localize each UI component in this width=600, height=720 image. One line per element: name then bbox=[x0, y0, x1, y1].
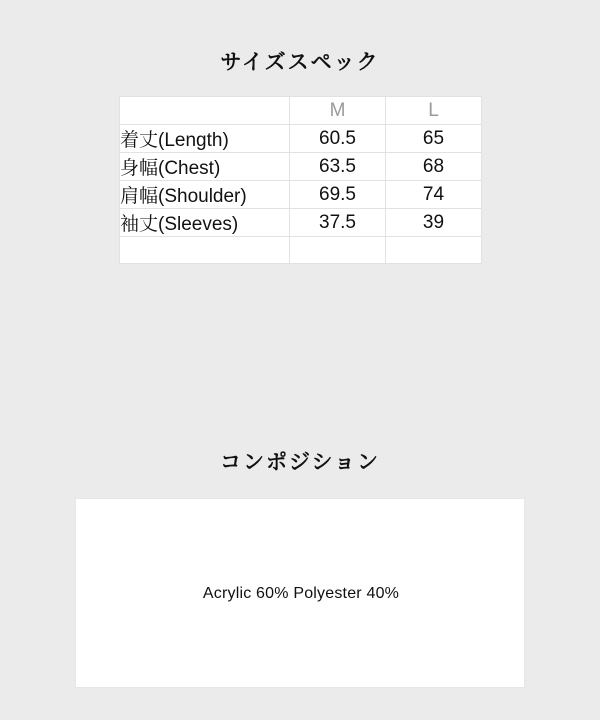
composition-title: コンポジション bbox=[219, 451, 381, 474]
cell-sleeves-m: 37.5 bbox=[290, 209, 386, 237]
table-row bbox=[120, 153, 482, 181]
cell-length-l: 65 bbox=[386, 125, 482, 153]
size-spec-table bbox=[119, 96, 482, 264]
composition-panel bbox=[75, 498, 525, 688]
table-header-row bbox=[120, 97, 482, 125]
composition-text: Acrylic 60% Polyester 40% bbox=[202, 585, 400, 602]
size-spec-table-wrapper bbox=[119, 96, 481, 264]
table-body bbox=[120, 125, 482, 264]
cell-sleeves-l: 39 bbox=[386, 209, 482, 237]
cell-length-m: 60.5 bbox=[290, 125, 386, 153]
table-header bbox=[120, 97, 482, 125]
empty-cell-l bbox=[386, 237, 482, 264]
table-row-empty bbox=[120, 237, 482, 264]
empty-cell-label bbox=[120, 237, 290, 264]
cell-chest-l: 68 bbox=[386, 153, 482, 181]
table-row bbox=[120, 209, 482, 237]
cell-chest-m: 63.5 bbox=[290, 153, 386, 181]
row-label-length: 着丈(Length) bbox=[120, 125, 290, 153]
row-label-chest: 身幅(Chest) bbox=[120, 153, 290, 181]
table-row bbox=[120, 181, 482, 209]
row-label-shoulder: 肩幅(Shoulder) bbox=[120, 181, 290, 209]
header-cell-blank bbox=[120, 97, 290, 125]
cell-shoulder-l: 74 bbox=[386, 181, 482, 209]
empty-cell-m bbox=[290, 237, 386, 264]
header-cell-l: L bbox=[386, 97, 482, 125]
row-label-sleeves: 袖丈(Sleeves) bbox=[120, 209, 290, 237]
cell-shoulder-m: 69.5 bbox=[290, 181, 386, 209]
size-spec-title: サイズスペック bbox=[220, 51, 380, 74]
table-row bbox=[120, 125, 482, 153]
header-cell-m: M bbox=[290, 97, 386, 125]
